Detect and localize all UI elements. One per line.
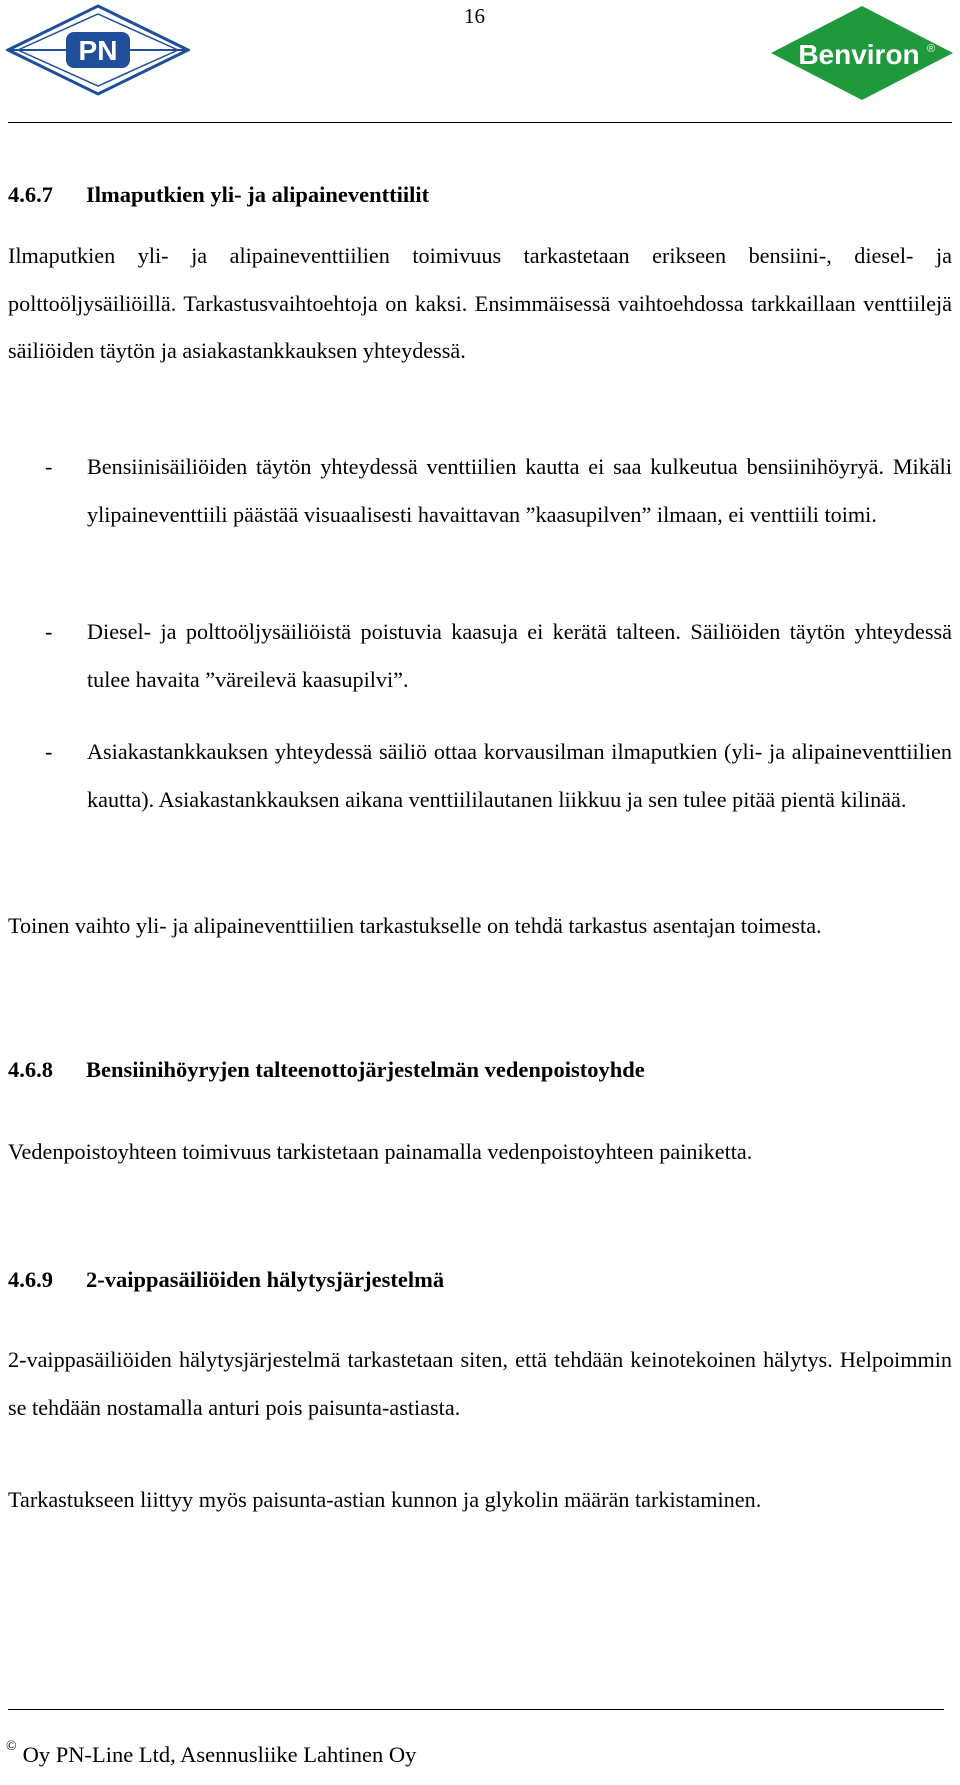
section-number: 4.6.9 [8, 1267, 53, 1292]
footer-text: Oy PN-Line Ltd, Asennusliike Lahtinen Oy [22, 1742, 417, 1767]
section-title: Bensiinihöyryjen talteenottojärjestelmän vedenpoistoyhde [86, 1057, 645, 1082]
pn-logo [6, 4, 190, 96]
benviron-logo-text: Benviron [798, 39, 920, 70]
bullet-text: Asiakastankkauksen yhteydessä säiliö ottaa korvausilman ilmaputkien (yli- ja alipaineventtiilien kautta). Asiakastankkauksen aikana venttiililautanen liikkuu ja sen tulee pitää pientä kilinää. [87, 739, 952, 812]
bullet-marker: - [45, 454, 53, 479]
bullet-text: Diesel- ja polttoöljysäiliöistä poistuvia kaasuja ei kerätä talteen. Säiliöiden täytön yhteydessä tulee havaita ”väreilevä kaasupilvi”. [87, 619, 952, 692]
section-heading-4-6-8 [8, 1057, 645, 1083]
section-outro: Toinen vaihto yli- ja alipaineventtiilien tarkastukselle on tehdä tarkastus asentajan toimesta. [8, 913, 822, 938]
bullet-text: Bensiinisäiliöiden täytön yhteydessä venttiilien kautta ei saa kulkeutua bensiinihöyryä. Mikäli ylipaineventtiili päästää visuaalisesti havaittavan ”kaasupilven” ilmaan, ei venttiili toimi. [87, 454, 952, 527]
pn-logo-text: PN [78, 35, 118, 66]
section-body: 2-vaippasäiliöiden hälytysjärjestelmä tarkastetaan siten, että tehdään keinotekoinen hälytys. Helpoimmin se tehdään nostamalla anturi pois paisunta-astiasta. [8, 1347, 952, 1420]
section-title: 2-vaippasäiliöiden hälytysjärjestelmä [86, 1267, 445, 1292]
section-number: 4.6.8 [8, 1057, 53, 1082]
bullet-marker: - [45, 619, 53, 644]
benviron-logo [769, 4, 955, 102]
footer [6, 1739, 417, 1768]
section-heading-4-6-9 [8, 1267, 444, 1293]
page-number: 16 [464, 4, 485, 28]
copyright-symbol: © [6, 1739, 17, 1754]
section-title: Ilmaputkien yli- ja alipaineventtiilit [86, 182, 430, 207]
bullet-marker: - [45, 739, 53, 764]
footer-rule [8, 1709, 944, 1710]
section-body-2: Tarkastukseen liittyy myös paisunta-astian kunnon ja glykolin määrän tarkistaminen. [8, 1487, 762, 1512]
section-body: Vedenpoistoyhteen toimivuus tarkistetaan painamalla vedenpoistoyhteen painiketta. [8, 1139, 753, 1164]
section-heading-4-6-7 [8, 182, 429, 208]
section-intro: Ilmaputkien yli- ja alipaineventtiilien toimivuus tarkastetaan erikseen bensiini-, diesel- ja polttoöljysäiliöillä. Tarkastusvaihtoehtoja on kaksi. Ensimmäisessä vaihtoehdossa tarkkaillaan venttiilejä säiliöiden täytön ja asiakastankkauksen yhteydessä. [8, 243, 952, 363]
registered-mark: ® [927, 43, 936, 55]
section-number: 4.6.7 [8, 182, 53, 207]
header-rule [8, 122, 952, 123]
